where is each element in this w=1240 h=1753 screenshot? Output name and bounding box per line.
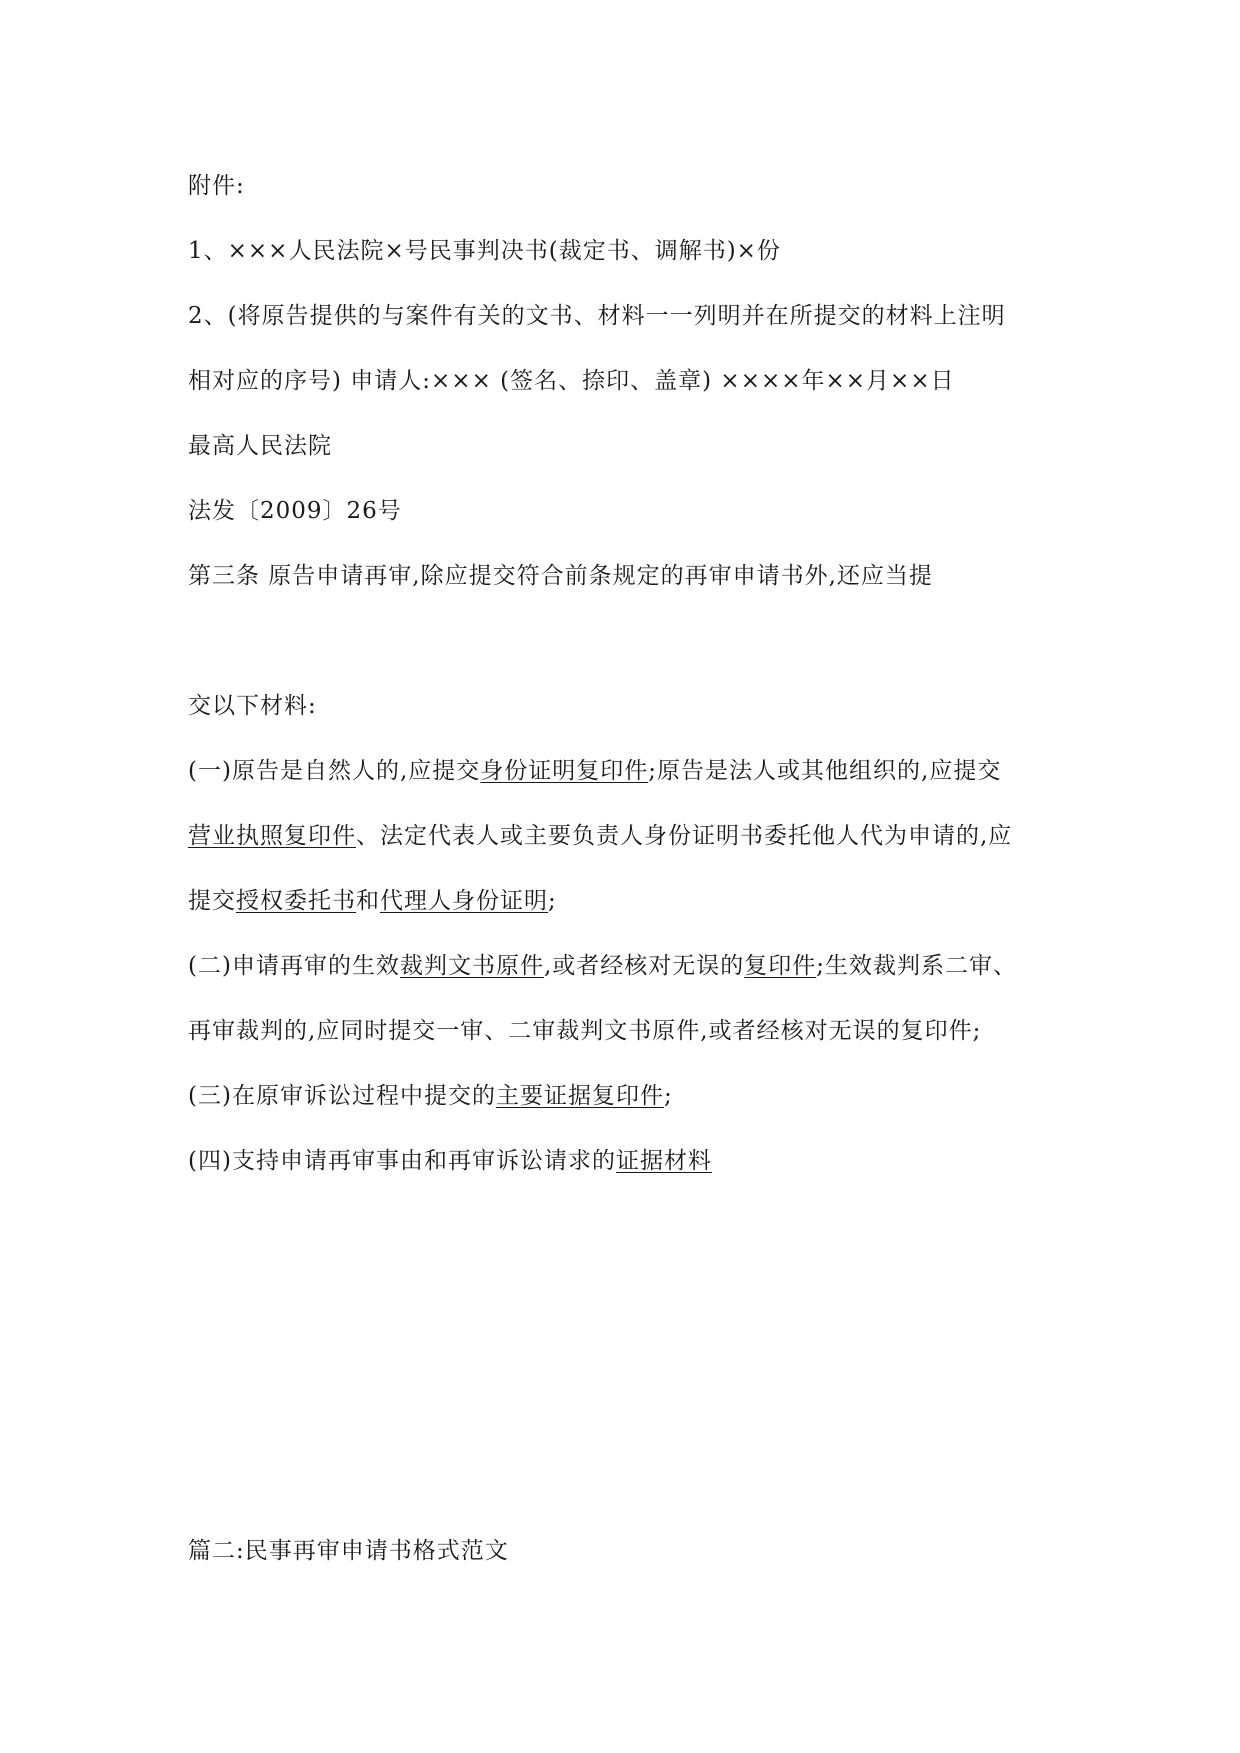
clause-4-text: (四)支持申请再审事由和再审诉讼请求的 — [188, 1148, 616, 1174]
clause-4-underlined-term: 证据材料 — [615, 1148, 712, 1174]
clause-3-text: (三)在原审诉讼过程中提交的 — [188, 1083, 496, 1109]
clause-2-text: ;生效裁判系二审、 — [816, 953, 1018, 979]
clause-1-text: 提交 — [188, 888, 236, 914]
section-2-title: 篇二:民事再审申请书格式范文 — [188, 1538, 509, 1564]
clause-1-underlined-term: 授权委托书 — [236, 888, 356, 914]
clause-1-underlined-term: 营业执照复印件 — [188, 823, 356, 849]
issuer-court: 最高人民法院 — [188, 433, 332, 459]
clause-1-underlined-term: 身份证明复印件 — [480, 758, 649, 784]
clause-1-text: ; — [548, 888, 557, 914]
attachments-heading: 附件: — [188, 173, 245, 199]
clause-1-line-3 — [188, 885, 557, 917]
clause-3 — [188, 1080, 673, 1112]
clause-2-underlined-term: 复印件 — [744, 953, 817, 979]
clause-2-line-1 — [188, 950, 1017, 982]
clause-4 — [188, 1145, 712, 1177]
article-3-line-1: 第三条 原告申请再审,除应提交符合前条规定的再审申请书外,还应当提 — [188, 563, 933, 589]
clause-1-text: 和 — [356, 888, 380, 914]
clause-1-text: 、法定代表人或主要负责人身份证明书委托他人代为申请的,应 — [356, 823, 1013, 849]
clause-2-text: ,或者经核对无误的 — [543, 953, 745, 979]
clause-1-underlined-term: 代理人身份证明 — [380, 888, 548, 914]
clause-2-line-2: 再审裁判的,应同时提交一审、二审裁判文书原件,或者经核对无误的复印件; — [188, 1018, 982, 1044]
clause-1-text: (一)原告是自然人的,应提交 — [188, 758, 481, 784]
clause-1-text: ;原告是法人或其他组织的,应提交 — [648, 758, 1002, 784]
clause-2-underlined-term: 裁判文书原件 — [399, 953, 544, 979]
attachment-item-1: 1、×××人民法院×号民事判决书(裁定书、调解书)×份 — [188, 238, 781, 264]
clause-1-line-1 — [188, 755, 1001, 787]
clause-3-text: ; — [663, 1083, 673, 1109]
issuer-doc-number: 法发〔2009〕26号 — [188, 498, 402, 524]
attachment-item-2-line-1: 2、(将原告提供的与案件有关的文书、材料一一列明并在所提交的材料上注明 — [188, 303, 1006, 329]
article-3-line-2: 交以下材料: — [188, 693, 317, 719]
clause-2-text: (二)申请再审的生效 — [188, 953, 400, 979]
clause-1-line-2 — [188, 820, 1012, 852]
attachment-item-2-line-2: 相对应的序号) 申请人:××× (签名、捺印、盖章) ××××年××月××日 — [188, 368, 955, 394]
clause-3-underlined-term: 主要证据复印件 — [495, 1083, 664, 1109]
